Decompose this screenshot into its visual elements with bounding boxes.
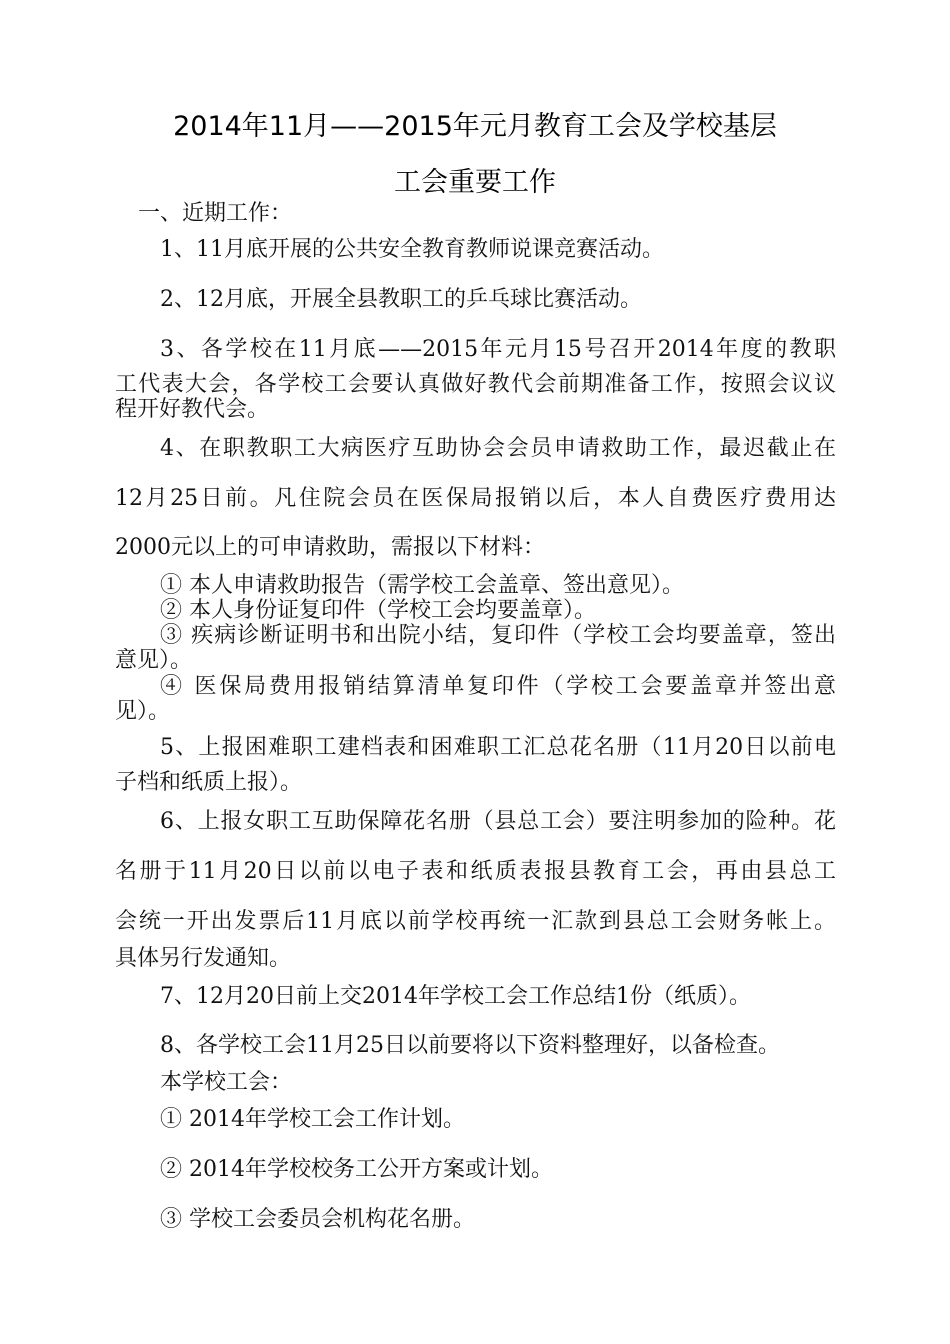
item-8: 8、各学校工会11月25日以前要将以下资料整理好，以备检查。: [160, 1033, 780, 1058]
item-6-line2: 名册于11月20日以前以电子表和纸质表报县教育工会，再由县总工: [115, 859, 836, 884]
item-4-line3: 2000元以上的可申请救助，需报以下材料：: [115, 535, 545, 560]
material-3-line2: 意见）。: [115, 648, 193, 673]
item-3-line2: 工代表大会，各学校工会要认真做好教代会前期准备工作，按照会议议: [115, 372, 836, 397]
document-title-line1: 2014年11月——2015年元月教育工会及学校基层: [173, 111, 777, 142]
item-3-line1: 3、各学校在11月底——2015年元月15号召开2014年度的教职: [160, 337, 836, 362]
material-4-line1: ④ 医保局费用报销结算清单复印件（学校工会要盖章并签出意: [160, 674, 836, 699]
document-title-line2: 工会重要工作: [394, 167, 556, 198]
item-4-line1: 4、在职教职工大病医疗互助协会会员申请救助工作，最迟截止在: [160, 436, 836, 461]
item-6-line1: 6、上报女职工互助保障花名册（县总工会）要注明参加的险种。花: [160, 809, 836, 834]
school-material-3: ③ 学校工会委员会机构花名册。: [160, 1207, 475, 1232]
section-heading: 一、近期工作：: [138, 201, 293, 226]
item-5-line1: 5、上报困难职工建档表和困难职工汇总花名册（11月20日以前电: [160, 735, 836, 760]
item-2: 2、12月底，开展全县教职工的乒乓球比赛活动。: [160, 287, 642, 312]
material-2: ② 本人身份证复印件（学校工会均要盖章）。: [160, 598, 596, 623]
item-5-line2: 子档和纸质上报）。: [115, 770, 303, 795]
item-6-line3: 会统一开出发票后11月底以前学校再统一汇款到县总工会财务帐上。: [115, 909, 836, 934]
school-union-heading: 本学校工会：: [160, 1070, 293, 1095]
material-3-line1: ③ 疾病诊断证明书和出院小结，复印件（学校工会均要盖章，签出: [160, 623, 836, 648]
item-1: 1、11月底开展的公共安全教育教师说课竞赛活动。: [160, 237, 664, 262]
item-4-line2: 12月25日前。凡住院会员在医保局报销以后，本人自费医疗费用达: [115, 486, 836, 511]
item-6-line4: 具体另行发通知。: [115, 946, 292, 971]
material-1: ① 本人申请救助报告（需学校工会盖章、签出意见）。: [160, 573, 684, 598]
material-4-line2: 见）。: [115, 699, 171, 724]
item-3-line3: 程开好教代会。: [115, 397, 270, 422]
school-material-1: ① 2014年学校工会工作计划。: [160, 1107, 465, 1132]
item-7: 7、12月20日前上交2014年学校工会工作总结1份（纸质）。: [160, 984, 751, 1009]
school-material-2: ② 2014年学校校务工公开方案或计划。: [160, 1157, 553, 1182]
